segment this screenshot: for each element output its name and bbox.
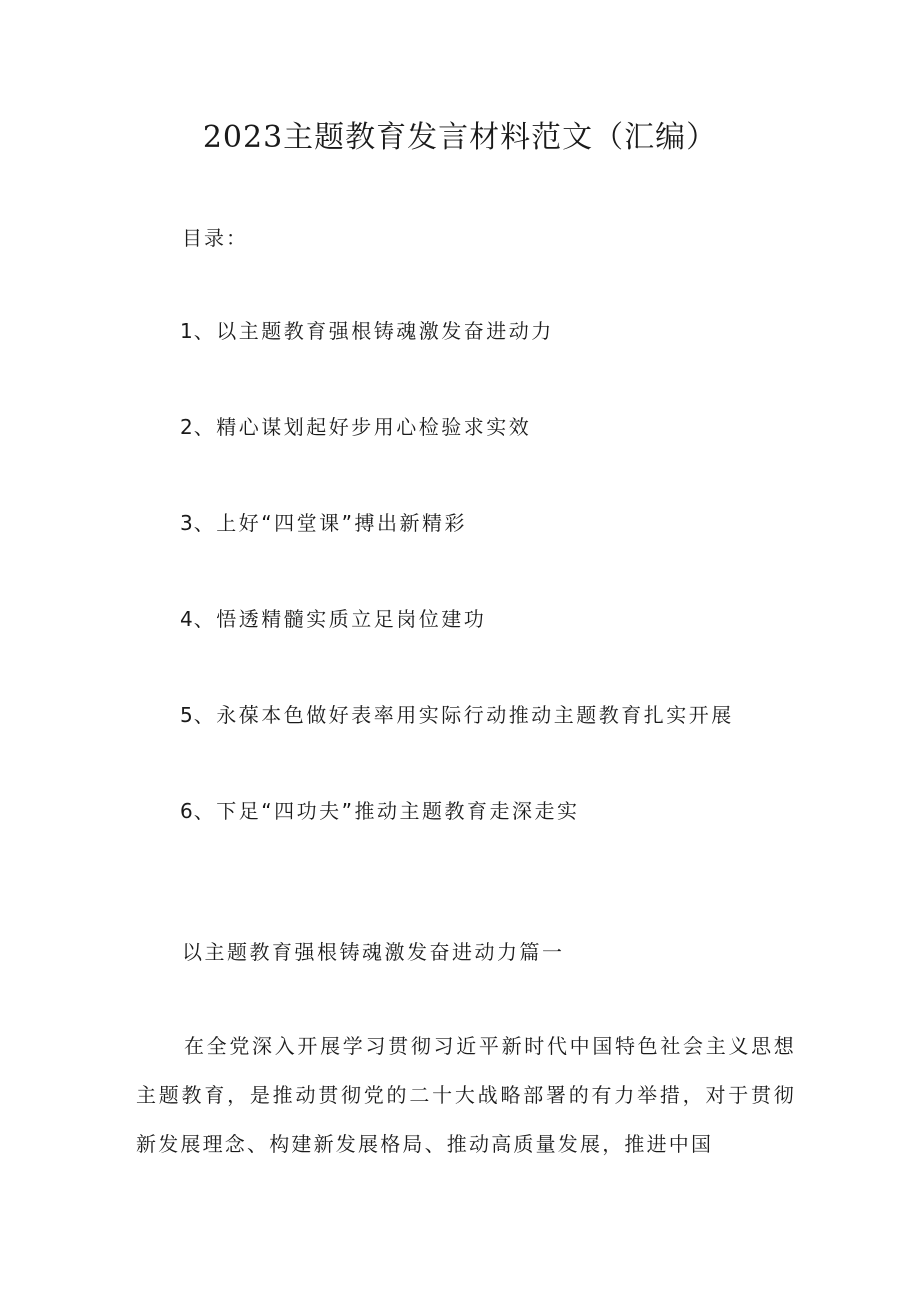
- toc-item-number: 6: [180, 799, 194, 823]
- toc-item-separator: 、: [193, 703, 217, 727]
- toc-item: [180, 698, 734, 794]
- toc-item-text: 以主题教育强根铸魂激发奋进动力: [216, 319, 554, 343]
- toc-item-text: 下足“四功夫”推动主题教育走深走实: [216, 799, 580, 823]
- toc-item-text: 悟透精髓实质立足岗位建功: [216, 607, 487, 631]
- toc-item-number: 3: [180, 511, 194, 535]
- toc-item: [180, 410, 734, 506]
- toc-item-separator: 、: [193, 799, 217, 823]
- body-paragraph: 在全党深入开展学习贯彻习近平新时代中国特色社会主义思想主题教育，是推动贯彻党的二十大战略部署的有力举措，对于贯彻新发展理念、构建新发展格局、推动高质量发展，推进中国: [136, 1034, 796, 1156]
- document-title: 2023主题教育发言材料范文（汇编）: [202, 120, 718, 155]
- toc-item-separator: 、: [193, 319, 217, 343]
- section-heading: 以主题教育强根铸魂激发奋进动力篇一: [182, 940, 565, 964]
- toc-item-text: 精心谋划起好步用心检验求实效: [216, 415, 532, 439]
- toc-item: [180, 794, 734, 890]
- toc-item-number: 4: [180, 607, 194, 631]
- toc-item: [180, 506, 734, 602]
- toc-item-separator: 、: [193, 607, 217, 631]
- toc-item-separator: 、: [193, 511, 217, 535]
- toc-item: [180, 602, 734, 698]
- table-of-contents: [180, 314, 734, 890]
- toc-item-number: 2: [180, 415, 194, 439]
- toc-item-number: 1: [180, 319, 194, 343]
- toc-item-separator: 、: [193, 415, 217, 439]
- toc-item-number: 5: [180, 703, 194, 727]
- toc-label: 目录：: [182, 226, 248, 250]
- toc-item-text: 上好“四堂课”搏出新精彩: [216, 511, 467, 535]
- toc-item-text: 永葆本色做好表率用实际行动推动主题教育扎实开展: [216, 703, 734, 727]
- toc-item: [180, 314, 734, 410]
